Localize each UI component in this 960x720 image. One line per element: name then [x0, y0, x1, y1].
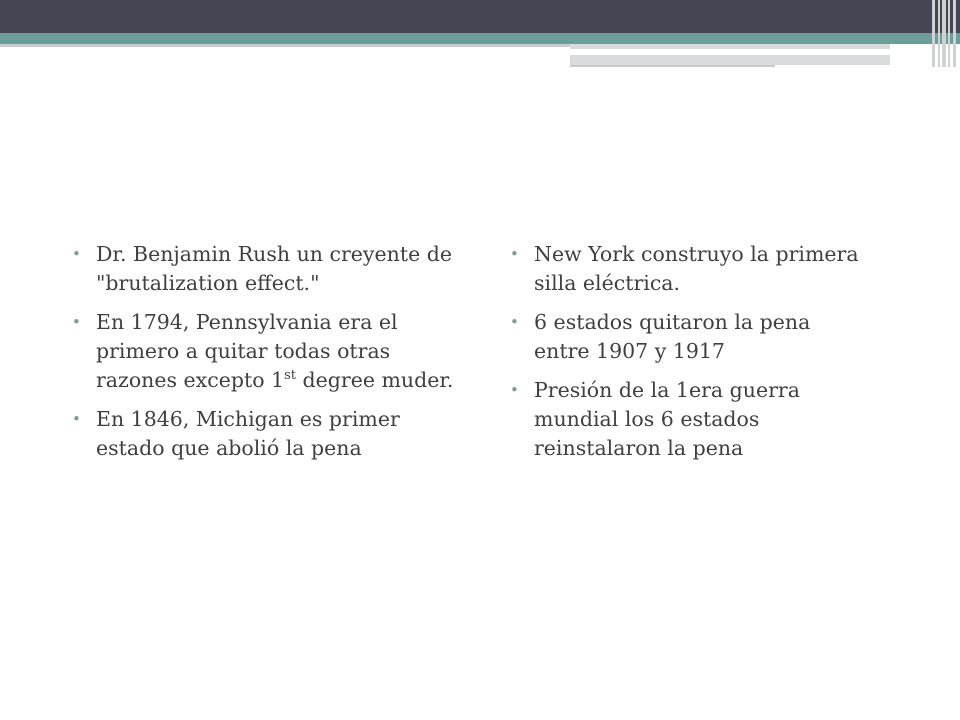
accent-line-lower [570, 65, 775, 67]
bullet-icon: • [72, 313, 81, 331]
list-item [510, 308, 870, 366]
list-item [72, 240, 457, 298]
teal-accent-band [0, 33, 960, 44]
bullet-icon: • [510, 381, 519, 399]
bullet-text: New York construyo la primera silla eléctrica. [534, 242, 859, 295]
right-bullet-list [510, 240, 870, 473]
bullet-text: En 1794, Pennsylvania era el primero a quitar todas otras razones excepto 1st degree muder. [96, 310, 454, 392]
right-corner-stripes [910, 0, 960, 67]
left-bullet-list [72, 240, 457, 473]
bullet-icon: • [72, 410, 81, 428]
accent-line-upper [570, 44, 890, 49]
top-banner-bar [0, 0, 960, 33]
bullet-text: En 1846, Michigan es primer estado que abolió la pena [96, 407, 400, 460]
bullet-icon: • [72, 245, 81, 263]
list-item [510, 376, 870, 463]
bullet-icon: • [510, 245, 519, 263]
bullet-text: Dr. Benjamin Rush un creyente de "brutalization effect." [96, 242, 452, 295]
bullet-text: 6 estados quitaron la pena entre 1907 y 1917 [534, 310, 811, 363]
list-item [72, 308, 457, 395]
bullet-text: Presión de la 1era guerra mundial los 6 estados reinstalaron la pena [534, 378, 800, 460]
gray-accent-line [0, 44, 570, 47]
list-item [72, 405, 457, 463]
accent-line-middle [570, 55, 890, 65]
bullet-icon: • [510, 313, 519, 331]
superscript: st [284, 368, 297, 384]
list-item [510, 240, 870, 298]
